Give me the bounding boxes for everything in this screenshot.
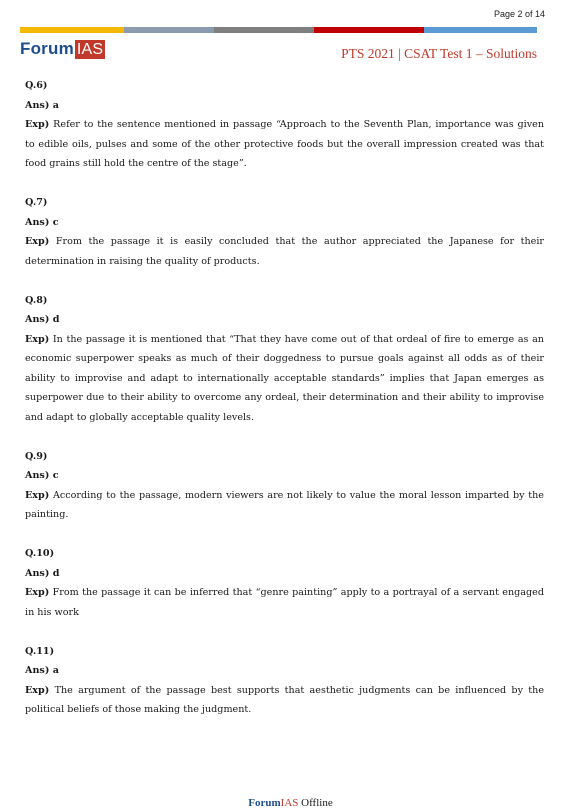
footer-ias-text: IAS [280,797,299,809]
explanation-label: Exp) [25,587,50,598]
footer [0,797,581,809]
question-block [25,447,544,525]
question-block [25,291,544,428]
explanation-label: Exp) [25,119,50,130]
color-bar-segment [124,27,214,33]
explanation [25,486,544,525]
document-title: PTS 2021 | CSAT Test 1 – Solutions [341,46,537,61]
question-number: Q.8) [25,294,48,306]
explanation-label: Exp) [25,236,50,247]
explanation [25,232,544,271]
answer: Ans) c [25,470,59,481]
answer: Ans) c [25,216,59,228]
question-number: Q.9) [25,450,48,462]
solutions-content [25,76,544,739]
explanation-label: Exp) [25,333,50,345]
explanation-text: The argument of the passage best supports that aesthetic judgments can be influenced by the political beliefs of those making the judgment. [25,684,544,715]
explanation [25,115,544,174]
question-block [25,642,544,720]
explanation-text: From the passage it can be inferred that “genre painting” apply to a portrayal of a servant engaged in his work [25,587,544,618]
color-bar-segment [314,27,424,33]
color-bar-segment [214,27,314,33]
question-block [25,193,544,271]
question-block [25,76,544,174]
explanation-text: Refer to the sentence mentioned in passage “Approach to the Seventh Plan, importance was given to edible oils, pulses and some of the other protective foods but the overall impression created was that food grains still hold the centre of the stage”. [25,119,544,169]
footer-offline-text: Offline [298,797,333,809]
header-color-bar [20,27,537,33]
page-number: Page 2 of 14 [493,9,545,19]
explanation-text: In the passage it is mentioned that “That they have come out of that ordeal of fire to emerge as an economic superpower speaks as much of their doggedness to pursue goals against all odds as of their ability to improvise and adapt to internationally acceptable standards” implies that Japan emerges as superpower due to their ability to overcome any ordeal, their determination and their ability to improvise and adapt to globally acceptable quality levels. [25,333,544,423]
forumias-logo [20,39,105,59]
question-number: Q.11) [25,645,55,657]
question-block [25,544,544,622]
explanation-text: From the passage it is easily concluded that the author appreciated the Japanese for their determination in raising the quality of products. [25,236,544,267]
explanation-text: According to the passage, modern viewers are not likely to value the moral lesson imparted by the painting. [25,489,544,520]
explanation-label: Exp) [25,489,50,501]
answer: Ans) a [25,99,59,111]
answer: Ans) a [25,665,59,676]
color-bar-segment [424,27,537,33]
logo-forum-text: Forum [20,39,74,58]
explanation [25,681,544,720]
logo-ias-text: IAS [76,40,104,58]
answer: Ans) d [25,567,60,579]
explanation-label: Exp) [25,684,50,696]
explanation [25,583,544,622]
footer-forum-text: Forum [248,797,281,809]
explanation [25,330,544,428]
question-number: Q.6) [25,80,48,91]
question-number: Q.10) [25,548,55,559]
color-bar-segment [20,27,124,33]
question-number: Q.7) [25,197,48,208]
answer: Ans) d [25,314,60,325]
